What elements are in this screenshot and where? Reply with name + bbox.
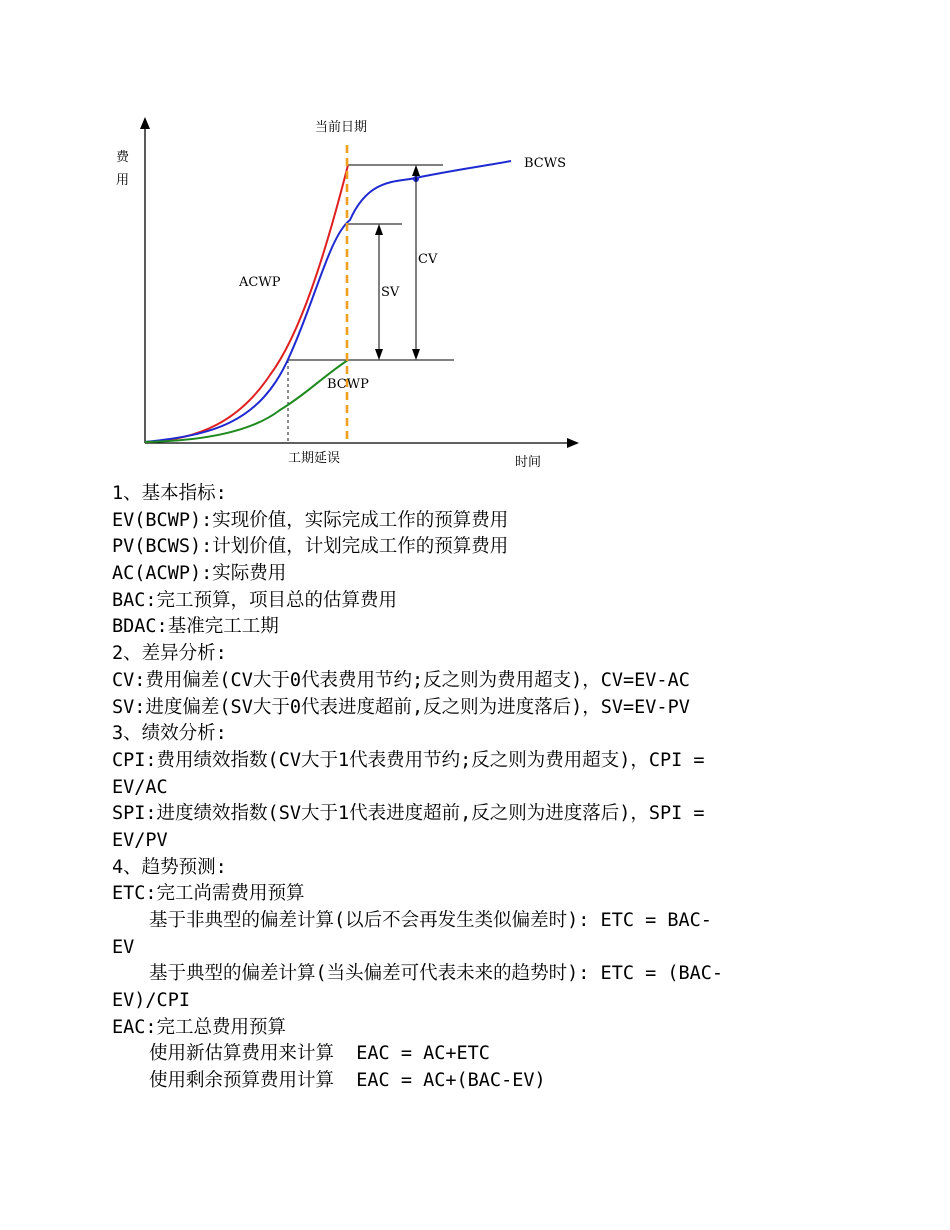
acwp-curve xyxy=(145,165,348,442)
text-line: 基于非典型的偏差计算(以后不会再发生类似偏差时): ETC = BAC- xyxy=(149,910,712,931)
delay-label: 工期延误 xyxy=(288,451,341,466)
y-axis-label-top: 费 xyxy=(116,150,130,165)
y-axis-label-bottom: 用 xyxy=(116,173,130,188)
bcwp-curve xyxy=(145,360,348,442)
text-line: CV:费用偏差(CV大于0代表费用节约;反之则为费用超支)，CV=EV-AC xyxy=(112,669,690,691)
text-line: EV/AC xyxy=(112,776,168,798)
text-line: EV xyxy=(112,936,135,958)
cv-arrow-bottom xyxy=(412,349,420,360)
sv-arrow-top xyxy=(375,224,383,235)
text-line: EV/PV xyxy=(112,829,168,851)
text-line: AC(ACWP):实际费用 xyxy=(112,563,287,585)
x-axis-arrow xyxy=(567,438,579,448)
section-heading-basic-metrics: 1、基本指标: xyxy=(112,483,227,504)
text-line: BDAC:基准完工工期 xyxy=(112,616,279,638)
cv-arrow-top xyxy=(412,165,420,176)
text-line: PV(BCWS):计划价值，计划完成工作的预算费用 xyxy=(112,536,509,558)
section-heading-performance-analysis: 3、绩效分析: xyxy=(112,723,227,745)
x-axis-label: 时间 xyxy=(515,455,542,470)
bcws-label: BCWS xyxy=(524,156,567,171)
text-line: SPI:进度绩效指数(SV大于1代表进度超前,反之则为进度落后)，SPI = xyxy=(112,803,705,825)
text-line: SV:进度偏差(SV大于0代表进度超前,反之则为进度落后)，SV=EV-PV xyxy=(112,696,690,718)
text-line: EV)/CPI xyxy=(112,990,190,1012)
document-body xyxy=(112,481,842,1095)
section-heading-variance-analysis: 2、差异分析: xyxy=(112,643,227,665)
text-line: 使用新估算费用来计算 EAC = AC+ETC xyxy=(149,1043,490,1065)
text-line: CPI:费用绩效指数(CV大于1代表费用节约;反之则为费用超支)，CPI = xyxy=(112,749,705,771)
sv-arrow-bottom xyxy=(375,349,383,360)
current-date-label: 当前日期 xyxy=(315,120,368,135)
cv-label: CV xyxy=(418,252,438,267)
sv-label: SV xyxy=(381,285,400,300)
earned-value-figure xyxy=(100,105,600,475)
text-line: EAC:完工总费用预算 xyxy=(112,1016,287,1038)
y-axis-arrow xyxy=(140,117,150,129)
text-line: 使用剩余预算费用计算 EAC = AC+(BAC-EV) xyxy=(149,1070,546,1092)
text-line: 基于典型的偏差计算(当头偏差可代表未来的趋势时): ETC = (BAC- xyxy=(149,963,724,985)
text-line: ETC:完工尚需费用预算 xyxy=(112,883,305,905)
text-line: BAC:完工预算，项目总的估算费用 xyxy=(112,589,398,611)
bcws-curve xyxy=(145,161,511,442)
section-heading-trend-forecast: 4、趋势预测: xyxy=(112,856,227,878)
earned-value-chart xyxy=(100,105,600,475)
text-line: EV(BCWP):实现价值，实际完成工作的预算费用 xyxy=(112,509,509,531)
bcwp-label: BCWP xyxy=(327,377,369,392)
acwp-label: ACWP xyxy=(239,275,281,290)
